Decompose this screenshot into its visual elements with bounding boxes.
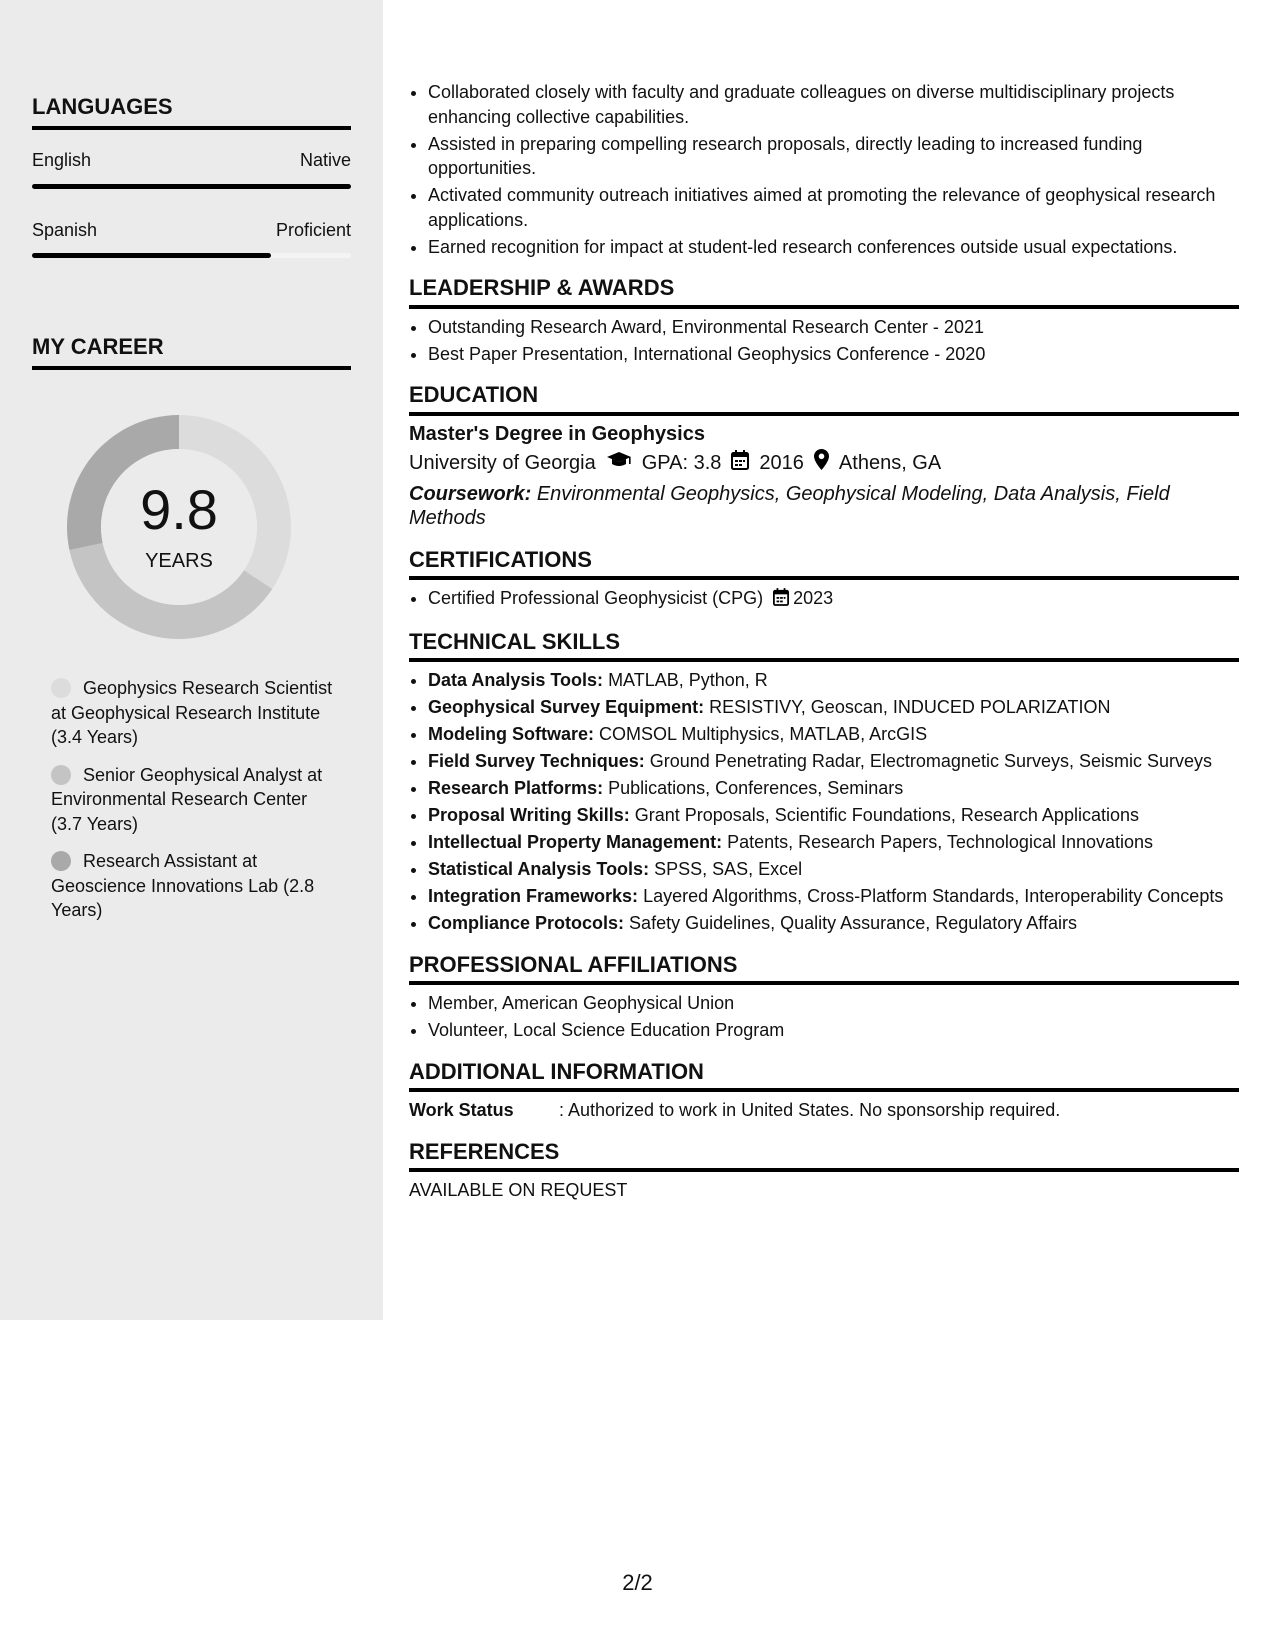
certification-name: Certified Professional Geophysicist (CPG)	[428, 588, 764, 608]
award-item: • Best Paper Presentation, International Geophysics Conference - 2020	[428, 342, 1239, 367]
degree-title: Master's Degree in Geophysics	[409, 422, 705, 445]
skill-item	[428, 830, 1239, 855]
sidebar	[0, 0, 383, 1320]
career-total-unit: YEARS	[145, 550, 213, 572]
skill-value: Ground Penetrating Radar, Electromagnetic Surveys, Seismic Surveys	[649, 751, 1213, 771]
career-legend-item	[51, 676, 336, 750]
career-legend-label: Geophysics Research Scientist at Geophysical Research Institute (3.4 Years)	[51, 678, 333, 747]
skill-value: Layered Algorithms, Cross-Platform Standards, Interoperability Concepts	[643, 886, 1224, 906]
career-legend-label: Research Assistant at Geoscience Innovations Lab (2.8 Years)	[51, 851, 315, 920]
main-content	[409, 80, 1239, 1203]
additional-info-heading: ADDITIONAL INFORMATION	[409, 1060, 1239, 1093]
certification-item	[428, 586, 1239, 613]
skill-label: Compliance Protocols:	[428, 913, 625, 933]
skill-value: Safety Guidelines, Quality Assurance, Regulatory Affairs	[629, 913, 1077, 933]
experience-bullet: • Collaborated closely with faculty and graduate colleagues on diverse multidisciplinary projects enhancing collective capabilities.	[428, 80, 1239, 129]
skill-value: Publications, Conferences, Seminars	[608, 778, 904, 798]
skill-label: Intellectual Property Management:	[428, 832, 723, 852]
references-text: AVAILABLE ON REQUEST	[409, 1180, 628, 1200]
skill-label: Modeling Software:	[428, 724, 594, 744]
education-heading: EDUCATION	[409, 383, 1239, 416]
skill-value: Grant Proposals, Scientific Foundations, Research Applications	[634, 805, 1139, 825]
certifications-heading: CERTIFICATIONS	[409, 548, 1239, 581]
skills-heading: TECHNICAL SKILLS	[409, 630, 1239, 663]
affiliation-item: • Volunteer, Local Science Education Program	[428, 1018, 1239, 1043]
language-level: Native	[299, 150, 351, 170]
skill-item	[428, 722, 1239, 747]
affiliation-item: • Member, American Geophysical Union	[428, 991, 1239, 1016]
skill-value: RESISTIVY, Geoscan, INDUCED POLARIZATION	[709, 697, 1111, 717]
language-row-english	[32, 150, 351, 171]
career-legend-item	[51, 849, 336, 923]
school-name: University of Georgia	[409, 451, 596, 474]
certification-year: 2023	[793, 588, 834, 608]
school-location: Athens, GA	[838, 451, 942, 474]
experience-bullet: • Earned recognition for impact at student-led research conferences outside usual expectations.	[428, 235, 1239, 260]
award-item: • Outstanding Research Award, Environmental Research Center - 2021	[428, 315, 1239, 340]
affiliations-heading: PROFESSIONAL AFFILIATIONS	[409, 953, 1239, 986]
page-number: 2/2	[622, 1570, 653, 1595]
skills-list	[409, 668, 1239, 936]
work-status-row	[409, 1098, 1239, 1123]
coursework	[409, 482, 1239, 531]
skill-label: Field Survey Techniques:	[428, 751, 645, 771]
skill-label: Data Analysis Tools:	[428, 670, 604, 690]
skill-item	[428, 803, 1239, 828]
affiliations-list	[409, 991, 1239, 1043]
experience-bullet: • Assisted in preparing compelling research proposals, directly leading to increased funding opportunities.	[428, 132, 1239, 181]
skill-value: Patents, Research Papers, Technological Innovations	[727, 832, 1154, 852]
legend-dot	[51, 678, 71, 698]
skill-label: Statistical Analysis Tools:	[428, 859, 650, 879]
coursework-label: Coursework:	[409, 482, 532, 505]
certifications-list	[409, 586, 1239, 613]
calendar-icon	[773, 588, 789, 613]
career-legend-item	[51, 763, 336, 837]
language-bar-fill	[32, 253, 271, 258]
skill-label: Integration Frameworks:	[428, 886, 639, 906]
skill-item	[428, 884, 1239, 909]
location-pin-icon	[814, 449, 829, 477]
skill-label: Proposal Writing Skills:	[428, 805, 630, 825]
experience-bullets	[409, 80, 1239, 259]
skill-item	[428, 668, 1239, 693]
leadership-list	[409, 315, 1239, 367]
skill-value: SPSS, SAS, Excel	[654, 859, 803, 879]
skill-item	[428, 857, 1239, 882]
language-bar-english	[32, 184, 351, 189]
career-legend-label: Senior Geophysical Analyst at Environmental Research Center (3.7 Years)	[51, 764, 323, 834]
coursework-list: Environmental Geophysics, Geophysical Modeling, Data Analysis, Field Methods	[409, 482, 1170, 529]
skill-label: Geophysical Survey Equipment:	[428, 697, 705, 717]
skill-item	[428, 695, 1239, 720]
languages-heading: LANGUAGES	[32, 94, 351, 130]
skill-item	[428, 776, 1239, 801]
references-heading: REFERENCES	[409, 1140, 1239, 1173]
skill-label: Research Platforms:	[428, 778, 604, 798]
graduation-cap-icon	[606, 451, 632, 476]
language-name: Spanish	[32, 220, 98, 240]
career-total-years: 9.8	[140, 478, 218, 541]
legend-dot	[51, 851, 71, 871]
language-name: English	[32, 150, 92, 170]
skill-item	[428, 749, 1239, 774]
skill-item	[428, 911, 1239, 936]
career-heading: MY CAREER	[32, 334, 351, 370]
calendar-icon	[731, 450, 749, 477]
education-details	[409, 449, 1239, 477]
career-legend	[51, 676, 336, 936]
skill-value: MATLAB, Python, R	[608, 670, 768, 690]
language-bar-fill	[32, 184, 351, 189]
language-row-spanish	[32, 220, 351, 241]
skill-value: COMSOL Multiphysics, MATLAB, ArcGIS	[599, 724, 928, 744]
language-level: Proficient	[275, 220, 351, 240]
work-status-value: : Authorized to work in United States. No sponsorship required.	[559, 1100, 1061, 1120]
legend-dot	[51, 765, 71, 785]
gpa: GPA: 3.8	[641, 451, 722, 474]
graduation-year: 2016	[759, 451, 804, 474]
leadership-heading: LEADERSHIP & AWARDS	[409, 276, 1239, 309]
language-bar-spanish	[32, 253, 351, 258]
experience-bullet: • Activated community outreach initiatives aimed at promoting the relevance of geophysical research applications.	[428, 183, 1239, 232]
work-status-label: Work Status	[409, 1100, 514, 1120]
